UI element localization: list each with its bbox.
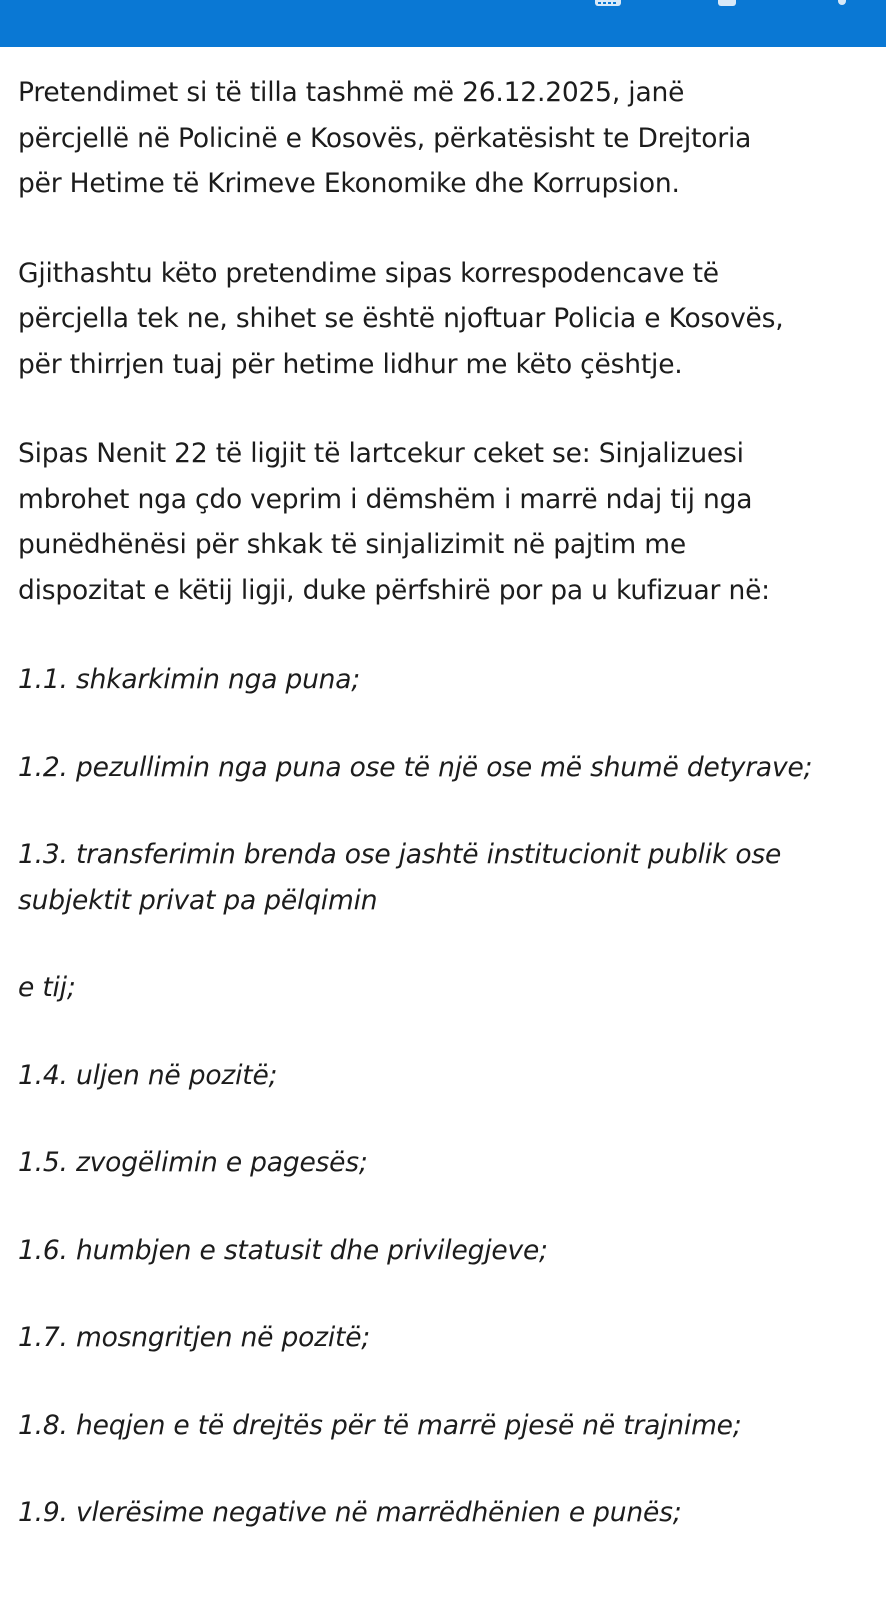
dot-icon[interactable] [838, 0, 846, 5]
square-icon[interactable] [718, 0, 736, 6]
paragraph-article-22: Sipas Nenit 22 të ligjit të lartcekur ceket se: Sinjalizuesi mbrohet nga çdo veprim i dëmshëm i marrë ndaj tij nga punëdhënësi për shkak të sinjalizimit në pajtim me dispozitat e këtij ligji, duke përfshirë por pa u kufizuar në: [18, 438, 770, 606]
top-app-bar [0, 0, 886, 47]
document-body [18, 70, 876, 1578]
list-item: 1.9. vlerësime negative në marrëdhënien e punës; [18, 1497, 682, 1528]
list-item: 1.7. mosngritjen në pozitë; [18, 1322, 371, 1353]
list-item: 1.8. heqjen e të drejtës për të marrë pjesë në trajnime; [18, 1409, 742, 1441]
list-item: 1.3. transferimin brenda ose jashtë institucionit publik ose subjektit privat pa pëlqimin [18, 839, 782, 916]
paragraph-forwarded-claims: Pretendimet si të tilla tashmë më 26.12.2025, janë përcjellë në Policinë e Kosovës, përkatësisht te Drejtoria për Hetime të Krimeve Ekonomike dhe Korrupsion. [18, 77, 752, 199]
calendar-icon[interactable] [595, 0, 621, 6]
list-item: 1.4. uljen në pozitë; [18, 1059, 278, 1091]
list-item: e tij; [18, 972, 76, 1003]
list-item: 1.1. shkarkimin nga puna; [18, 664, 361, 695]
paragraph-police-notified: Gjithashtu këto pretendime sipas korrespodencave të përcjella tek ne, shihet se është njoftuar Policia e Kosovës, për thirrjen tuaj për hetime lidhur me këto çështje. [18, 257, 784, 380]
list-item: 1.2. pezullimin nga puna ose të një ose më shumë detyrave; [18, 751, 813, 783]
list-item: 1.5. zvogëlimin e pagesës; [18, 1147, 368, 1178]
list-item: 1.6. humbjen e statusit dhe privilegjeve; [18, 1234, 548, 1266]
